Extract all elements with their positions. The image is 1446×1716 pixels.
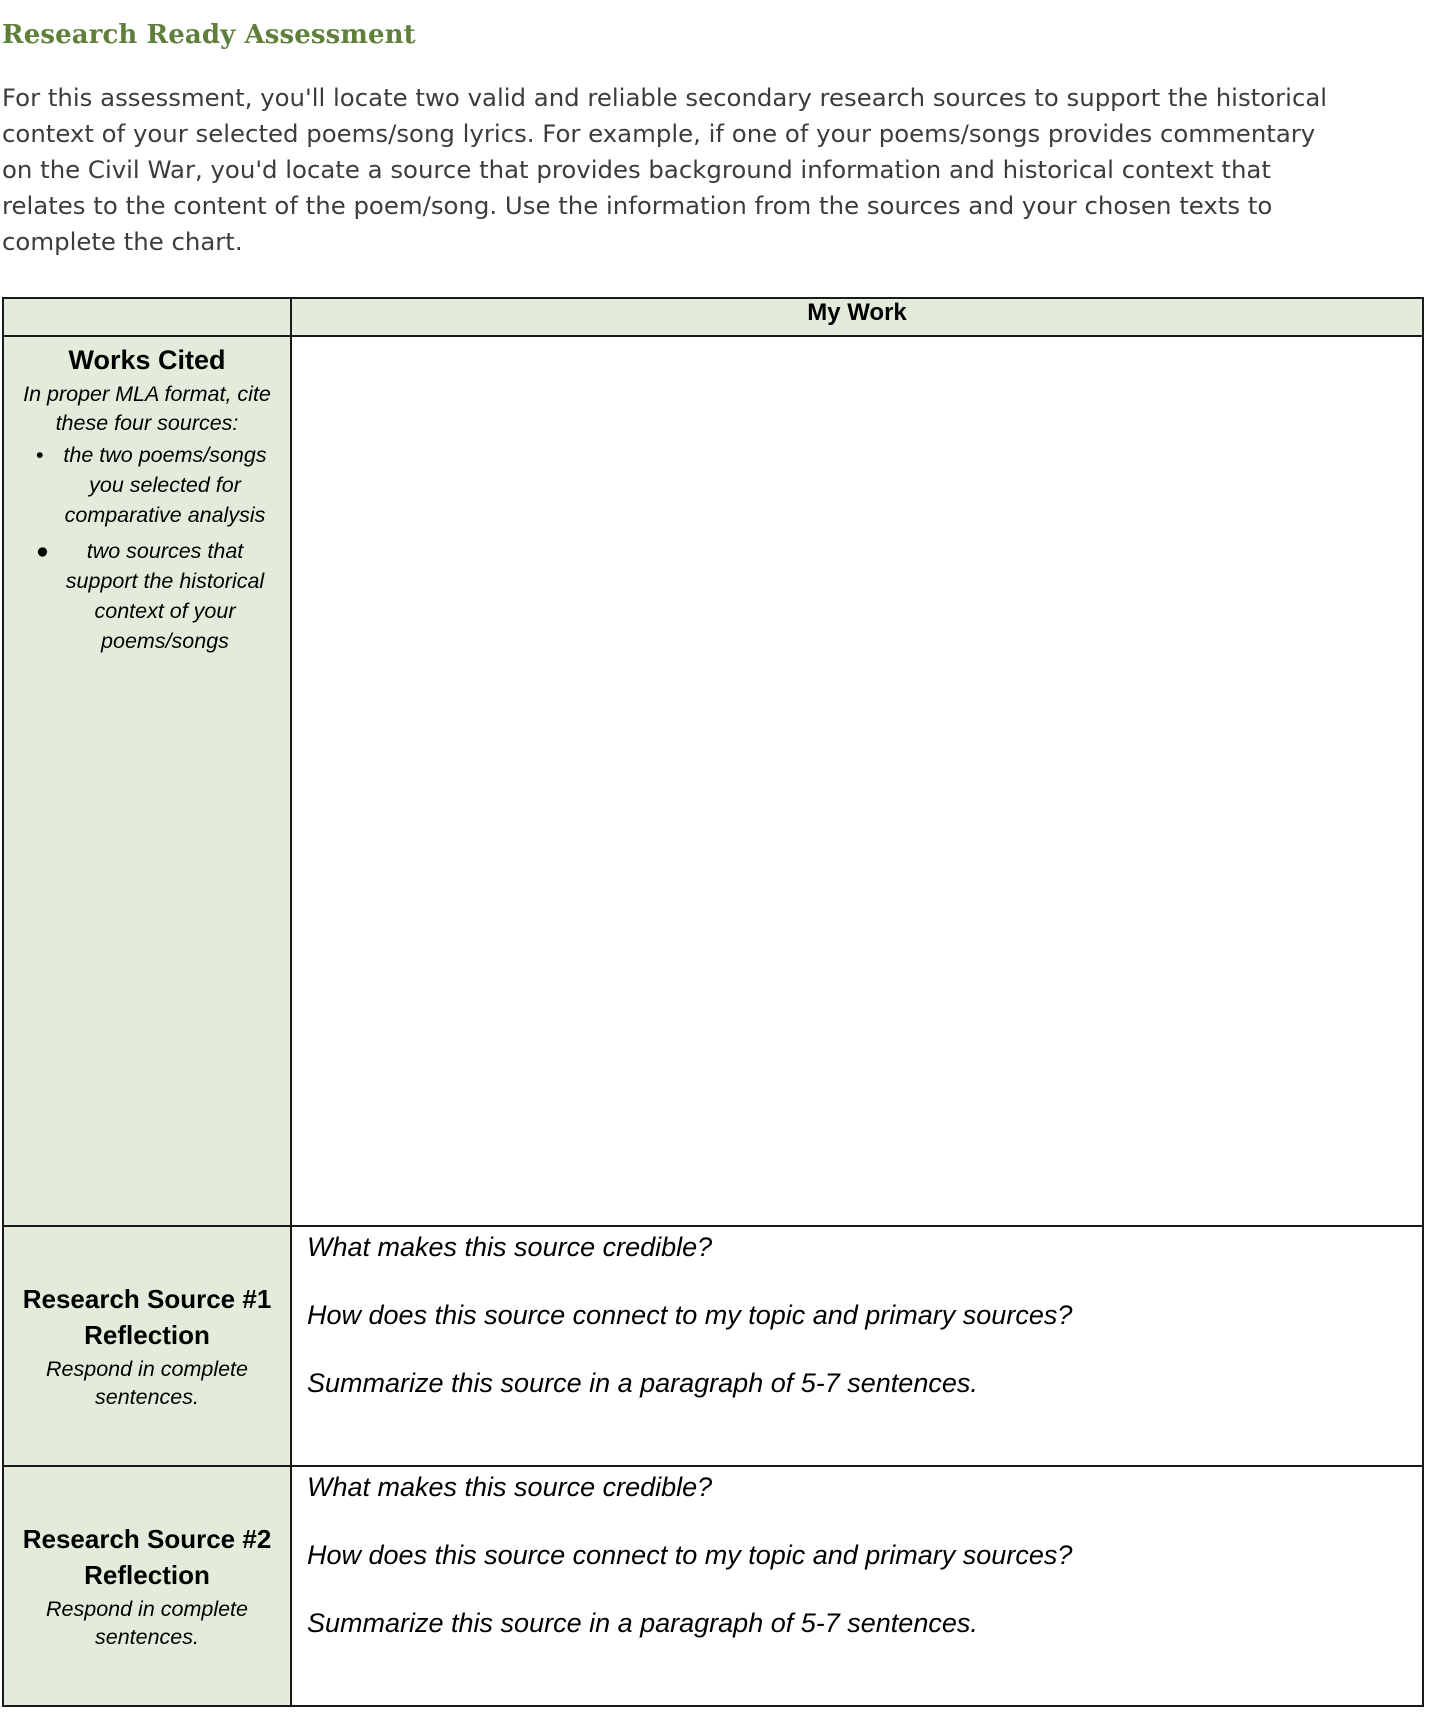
source-1-prompt-credible: What makes this source credible? [307,1232,713,1262]
works-cited-row [3,336,1423,1226]
list-item [4,536,290,656]
source-2-prompt-credible: What makes this source credible? [307,1472,713,1502]
works-cited-bullet-1: the two poems/songs you selected for comparative analysis [63,443,267,527]
intro-paragraph: For this assessment, you'll locate two valid and reliable secondary research sources to support the historical context of your selected poems/song lyrics. For example, if one of your poems/songs provides commentary on the Civil War, you'd locate a source that provides background information and historical context that relates to the content of the poem/song. Use the information from the sources and your chosen texts to complete the chart. [2,83,1328,256]
source-1-response-area[interactable] [291,1226,1423,1466]
source-1-title: Research Source #1 Reflection [22,1284,272,1350]
assessment-chart [2,297,1424,1707]
page-title: Research Ready Assessment [2,20,416,50]
source-2-row [3,1466,1423,1706]
source-1-label-cell [3,1226,291,1466]
source-1-row [3,1226,1423,1466]
source-1-prompt-summarize: Summarize this source in a paragraph of 5-7 sentences. [307,1368,978,1398]
source-2-prompt-summarize: Summarize this source in a paragraph of 5-7 sentences. [307,1608,978,1638]
bullet-icon: • [36,443,44,467]
header-left-cell [3,298,291,336]
works-cited-title: Works Cited [68,345,226,375]
list-item [4,440,290,530]
source-2-label-cell [3,1466,291,1706]
source-1-prompt-connect: How does this source connect to my topic and primary sources? [307,1300,1073,1330]
works-cited-bullet-2: two sources that support the historical context of your poems/songs [65,539,265,653]
source-2-response-area[interactable] [291,1466,1423,1706]
works-cited-instruction: In proper MLA format, cite these four sources: [23,382,271,435]
works-cited-list [4,440,290,656]
header-my-work: My Work [291,298,1423,336]
source-2-subtitle: Respond in complete sentences. [46,1597,248,1649]
source-2-prompt-connect: How does this source connect to my topic and primary sources? [307,1540,1073,1570]
works-cited-label-cell [3,336,291,1226]
works-cited-response-area[interactable] [291,336,1423,1226]
source-2-title: Research Source #2 Reflection [22,1524,272,1590]
bullet-icon: ● [36,539,49,563]
source-1-subtitle: Respond in complete sentences. [46,1357,248,1409]
chart-header-row [3,298,1423,336]
